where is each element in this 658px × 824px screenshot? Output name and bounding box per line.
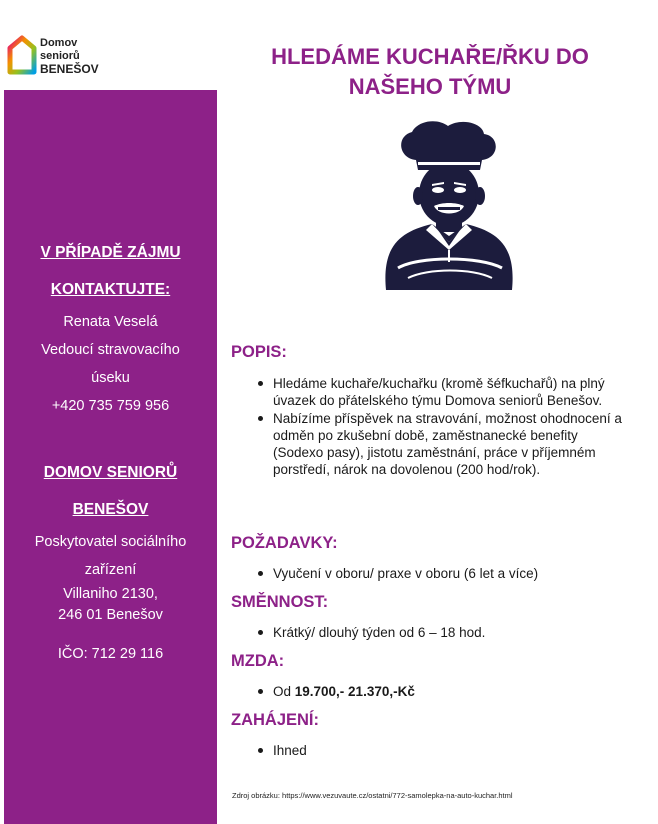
image-source-footnote: Zdroj obrázku: https://www.vezuvaute.cz/ostatni/772-samolepka-na-auto-kuchar.html	[232, 791, 513, 800]
salary-prefix: Od	[273, 684, 295, 699]
list-item: Ihned	[256, 742, 628, 759]
list-item	[256, 683, 628, 700]
list-item: Nabízíme příspěvek na stravování, možnost ohodnocení a odměn po zkušební době, zaměstnanecké benefity (Sodexo pasy), jistotu zaměstnání, práce v příjemném porstředí, nárok na dovolenou (200 hod/rok).	[256, 410, 628, 478]
org-street: Villaniho 2130,	[63, 586, 158, 602]
logo-text	[40, 37, 99, 76]
title-line-1: HLEDÁME KUCHAŘE/ŘKU DO	[271, 44, 589, 69]
org-ico: IČO: 712 29 116	[57, 646, 164, 662]
contact-sidebar	[4, 90, 217, 824]
org-block	[4, 454, 217, 668]
logo-line-3: BENEŠOV	[40, 62, 99, 76]
list-item: Krátký/ dlouhý týden od 6 – 18 hod.	[256, 624, 628, 641]
contact-phone: +420 735 759 956	[51, 398, 170, 414]
logo-line-2: seniorů	[40, 50, 80, 62]
smennost-heading: SMĚNNOST:	[231, 593, 329, 611]
popis-heading: POPIS:	[231, 343, 287, 361]
contact-block	[4, 234, 217, 420]
contact-role-2: úseku	[91, 370, 130, 386]
popis-list	[256, 375, 628, 479]
smennost-list	[256, 624, 628, 642]
zahajeni-list	[256, 742, 628, 760]
list-item: Vyučení v oboru/ praxe v oboru (6 let a více)	[256, 565, 628, 582]
org-city: 246 01 Benešov	[58, 607, 163, 623]
org-heading-2: BENEŠOV	[72, 501, 149, 518]
zahajeni-heading: ZAHÁJENÍ:	[231, 711, 320, 729]
org-type-1: Poskytovatel sociálního	[34, 534, 187, 550]
org-heading-1: DOMOV SENIORŮ	[43, 464, 178, 481]
logo-line-1: Domov	[40, 37, 78, 49]
pozadavky-heading: POŽADAVKY:	[231, 534, 338, 552]
contact-heading-1: V PŘÍPADĚ ZÁJMU	[40, 244, 181, 261]
page-title	[240, 42, 620, 102]
pozadavky-list	[256, 565, 628, 583]
list-item: Hledáme kuchaře/kuchařku (kromě šéfkuchařů) na plný úvazek do přátelského týmu Domova seniorů Benešov.	[256, 375, 628, 409]
contact-heading-2: KONTAKTUJTE:	[50, 281, 171, 298]
chef-icon	[368, 118, 532, 290]
contact-role-1: Vedoucí stravovacího	[41, 342, 180, 358]
org-type-2: zařízení	[84, 562, 137, 578]
mzda-list	[256, 683, 628, 701]
mzda-heading: MZDA:	[231, 652, 285, 670]
contact-name: Renata Veselá	[63, 314, 158, 330]
salary-amount: 19.700,- 21.370,-Kč	[294, 684, 415, 699]
title-line-2: NAŠEHO TÝMU	[348, 74, 512, 99]
